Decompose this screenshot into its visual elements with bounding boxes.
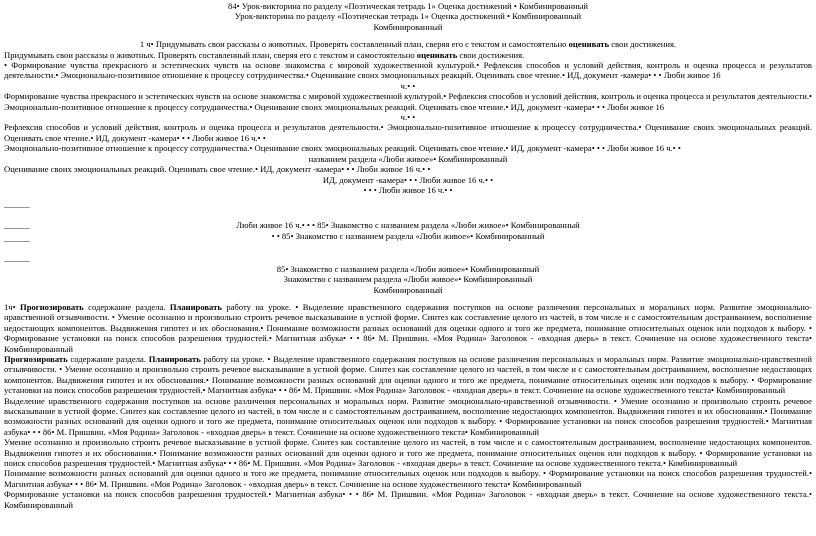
section3-paragraph-e: Понимание возможности разных оснований для оценки одного и того же предмета, понимание относительных оценок или подходов к выбору. • Формирование установки на поиск способов разрешения трудностей.• Магнитная азбука• • • 86• М. Пришвин. «Моя Родина» Заголовок - «входная дверь» в текст. Сочинение на основе художественного текста• Комбинированный [4, 468, 812, 489]
separator-line: ______ [4, 199, 30, 210]
section1-paragraph-1: Придумывать свои рассказы о животных. Проверять составленный план, сверяя его с текстом и самостоятельно оценивать свои достижения. [4, 49, 525, 60]
section1-paragraph-7: ИД, документ -камера• • • Люби живое 16 ч.• • [322, 174, 494, 185]
section1-paragraph-6: Оценивание своих эмоциональных реакций. Оценивать свое чтение.• ИД, документ -камера• • • Люби живое 16 ч.• • [4, 164, 431, 175]
section2-row-1: Люби живое 16 ч.• • • 85• Знакомство с названием раздела «Люби живое»• Комбинированный [236, 220, 580, 231]
section1-paragraph-3-tail: ч.• • [400, 112, 416, 123]
section3-paragraph-b: Прогнозировать содержание раздела. Планировать работу на уроке. • Выделение нравственного содержания поступков на основе различения персональных и моральных норм. Развитие эмоционально-нравственной отзывчивости. • Умение осознанно и произвольно строить речевое высказывание в устной форме. Синтез как составление целого из частей, в том числе и с самостоятельным достраиванием, восполнение недостающих компонентов. Выдвижения гипотез и их обоснования.• Понимание возможности разных оснований для оценки одного и того же предмета, понимание относительных оценок или подходов к выбору. • Формирование установки на поиск способов разрешения трудностей.• Магнитная азбука• • • 86• М. Пришвин. «Моя Родина» Заголовок - «входная дверь» в текст. Сочинение на основе художественного текста• Комбинированный [4, 354, 812, 396]
header-line-1: 84• Урок-викторина по разделу «Поэтическая тетрадь 1» Оценка достижений • Комбинированный [228, 1, 588, 11]
section2-row-3: 85• Знакомство с названием раздела «Люби живое»• Комбинированный [276, 263, 540, 274]
header-line-2: Урок-викторина по разделу «Поэтическая тетрадь 1» Оценка достижений • Комбинированный [234, 11, 582, 22]
separator-line: ______ [4, 219, 30, 230]
section1-paragraph-5: Эмоционально-позитивное отношение к процессу сотрудничества.• Оценивание своих эмоциональных реакций. Оценивать свое чтение.• ИД, документ -камера• • • Люби живое 16 ч.• • [4, 143, 681, 154]
section1-paragraph-2: • Формирование чувства прекрасного и эстетических чувств на основе знакомства с мировой художественной культурой.• Рефлексия способов и условий действия, контроль и оценка процесса и результатов деятельности.• Эмоционально-позитивное отношение к процессу сотрудничества.• Оценивание своих эмоциональных реакций. Оценивать свое чтение.• ИД, документ -камера• • • Люби живое 16 [4, 60, 812, 81]
section2-row-4: Знакомство с названием раздела «Люби живое»• Комбинированный [283, 274, 533, 285]
section3-paragraph-c: Выделение нравственного содержания поступков на основе различения персональных и моральных норм. Развитие эмоционально-нравственной отзывчивости. • Умение осознанно и произвольно строить речевое высказывание в устной форме. Синтез как составление целого из частей, в том числе и с самостоятельным достраиванием, восполнение недостающих компонентов. Выдвижения гипотез и их обоснования.• Понимание возможности разных оснований для оценки одного и того же предмета, понимание относительных оценок или подходов к выбору. • Формирование установки на поиск способов разрешения трудностей.• Магнитная азбука• • • 86• М. Пришвин. «Моя Родина» Заголовок - «входная дверь» в текст. Сочинение на основе художественного текста• Комбинированный [4, 395, 812, 437]
header-line-3: Комбинированный [373, 21, 443, 32]
section3-paragraph-f: Формирование установки на поиск способов разрешения трудностей.• Магнитная азбука• • • 86• М. Пришвин. «Моя Родина» Заголовок - «входная дверь» в текст. Сочинение на основе художественного текста.• Комбинированный [4, 489, 812, 510]
separator-line: ______ [4, 232, 30, 243]
section2-row-5: Комбинированный [373, 284, 443, 295]
section1-paragraph-5-tail: названием раздела «Люби живое»• Комбинированный [308, 153, 508, 164]
section1-paragraph-2-tail: ч.• • [400, 80, 416, 91]
section1-paragraph-4: Рефлексия способов и условий действия, контроль и оценка процесса и результатов деятельности.• Эмоционально-позитивное отношение к процессу сотрудничества.• Оценивание своих эмоциональных реакций. Оценивать свое чтение.• ИД, документ -камера• • • Люби живое 16 ч.• • [4, 122, 812, 143]
section1-lead: 1 ч• Придумывать свои рассказы о животных. Проверять составленный план, сверяя его с текстом и самостоятельно оценивать свои достижения. [139, 39, 677, 50]
section2-row-2: • • 85• Знакомство с названием раздела «Люби живое»• Комбинированный [271, 230, 545, 241]
section1-paragraph-3: Формирование чувства прекрасного и эстетических чувств на основе знакомства с мировой художественной культурой.• Рефлексия способов и условий действия, контроль и оценка процесса и результатов деятельности.• Эмоционально-позитивное отношение к процессу сотрудничества.• Оценивание своих эмоциональных реакций. Оценивать свое чтение.• ИД, документ -камера• • • Люби живое 16 [4, 91, 812, 112]
section3-paragraph-a: 1ч• Прогнозировать содержание раздела. Планировать работу на уроке. • Выделение нравственного содержания поступков на основе различения персональных и моральных норм. Развитие эмоционально-нравственной отзывчивости. • Умение осознанно и произвольно строить речевое высказывание в устной форме. Синтез как составление целого из частей, в том числе и с самостоятельным достраиванием, восполнение недостающих компонентов. Выдвижения гипотез и их обоснования.• Понимание возможности разных оснований для оценки одного и того же предмета, понимание относительных оценок или подходов к выбору. • Формирование установки на поиск способов разрешения трудностей.• Магнитная азбука• • • 86• М. Пришвин. «Моя Родина» Заголовок - «входная дверь» в текст. Сочинение на основе художественного текста• Комбинированный [4, 301, 812, 354]
section1-paragraph-8: • • • Люби живое 16 ч.• • [363, 184, 453, 195]
separator-line: ______ [4, 253, 30, 264]
section3-paragraph-d: Умение осознанно и произвольно строить речевое высказывание в устной форме. Синтез как составление целого из частей, в том числе и с самостоятельным достраиванием, восполнение недостающих компонентов. Выдвижения гипотез и их обоснования.• Понимание возможности разных оснований для оценки одного и того же предмета, понимание относительных оценок или подходов к выбору. • Формирование установки на поиск способов разрешения трудностей.• Магнитная азбука• • • 86• М. Пришвин. «Моя Родина» Заголовок - «входная дверь» в текст. Сочинение на основе художественного текста.• Комбинированный [4, 437, 812, 469]
document-page [4, 0, 812, 510]
